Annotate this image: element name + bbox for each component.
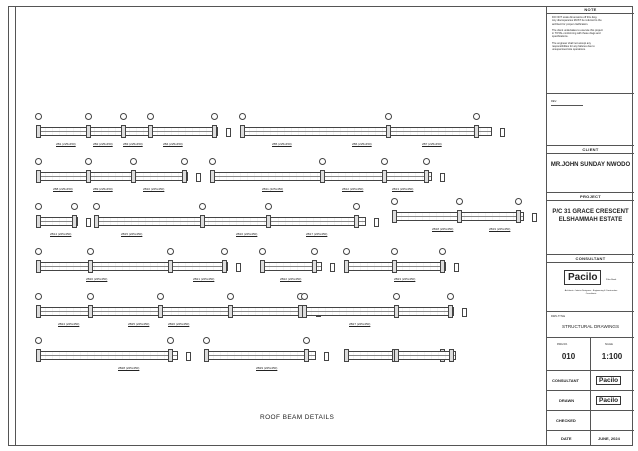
grid-bubble <box>456 198 463 205</box>
title-block <box>546 6 633 446</box>
beam-label: 2B20 (225x450) <box>86 277 108 281</box>
column-support <box>88 260 93 273</box>
column-support <box>240 125 245 138</box>
grid-bubble <box>35 158 42 165</box>
column-support <box>212 125 217 138</box>
column-support <box>210 170 215 183</box>
consultant-sign-row <box>547 371 634 391</box>
column-support <box>394 349 399 362</box>
beam-section <box>532 213 537 222</box>
beam-label: 2B22 (225x450) <box>280 277 302 281</box>
grid-bubble <box>473 113 480 120</box>
column-support <box>94 215 99 228</box>
beam-section <box>462 308 467 317</box>
column-support <box>312 260 317 273</box>
beam-section <box>86 218 91 227</box>
note-line: architect for proper clarification. <box>552 22 589 26</box>
scale-label: SCALE <box>605 343 613 346</box>
grid-bubble <box>423 158 430 165</box>
column-support <box>260 260 265 273</box>
grid-bubble <box>239 113 246 120</box>
date-row <box>547 431 634 446</box>
grid-bubble <box>391 248 398 255</box>
column-support <box>36 125 41 138</box>
column-support <box>131 170 136 183</box>
grid-bubble <box>35 113 42 120</box>
beam-label: 2B11 (225x450) <box>262 187 284 191</box>
grid-bubble <box>35 248 42 255</box>
beam-label: 2B1 (225x450) <box>56 142 76 146</box>
grid-bubble <box>93 203 100 210</box>
grid-bubble <box>265 203 272 210</box>
grid-bubble <box>85 113 92 120</box>
grid-bubble <box>381 158 388 165</box>
grid-bubble <box>301 293 308 300</box>
note-line: The engineer shall not accept any <box>552 41 591 45</box>
beam-section <box>330 263 335 272</box>
beam-label: 2B26 (225x450) <box>168 322 190 326</box>
beam-section <box>236 263 241 272</box>
grid-bubble <box>221 248 228 255</box>
drawing-area <box>15 6 546 446</box>
beam-section <box>454 263 459 272</box>
note-line: unsupervised site operations. <box>552 48 586 52</box>
note-line: The client undertakes to execute this project <box>552 28 603 32</box>
column-support <box>354 215 359 228</box>
grid-bubble <box>515 198 522 205</box>
note-text <box>547 14 634 54</box>
beam-section <box>196 173 201 182</box>
grid-bubble <box>439 248 446 255</box>
beam-elevation <box>96 217 366 226</box>
consultant-logo: Pacilo <box>564 270 601 285</box>
column-support <box>86 125 91 138</box>
beam-elevation <box>242 127 492 136</box>
client-name: MR.JOHN SUNDAY NWODO <box>550 162 631 168</box>
column-support <box>392 260 397 273</box>
grid-bubble <box>393 293 400 300</box>
column-support <box>457 210 462 223</box>
column-support <box>304 349 309 362</box>
grid-bubble <box>343 248 350 255</box>
beam-elevation <box>38 307 308 316</box>
beam-label: 2B2 (225x450) <box>93 142 113 146</box>
consultant-panel <box>547 255 634 312</box>
dwg-title-label: DWG TITLE <box>551 315 566 318</box>
column-support <box>168 349 173 362</box>
column-support <box>228 305 233 318</box>
column-support <box>302 305 307 318</box>
checked-label: CHECKED <box>556 418 576 423</box>
dwg-title-panel <box>547 312 634 338</box>
beam-label: 2B25 (225x450) <box>128 322 150 326</box>
column-support <box>392 210 397 223</box>
consultant-row-label: CONSULTANT <box>552 378 579 383</box>
column-support <box>344 349 349 362</box>
grid-bubble <box>227 293 234 300</box>
note-panel <box>547 6 634 94</box>
beam-section <box>500 128 505 137</box>
beam-label: 2B10 (225x450) <box>143 187 165 191</box>
beam-label: 2B27 (225x450) <box>349 322 371 326</box>
grid-bubble <box>209 158 216 165</box>
grid-bubble <box>167 248 174 255</box>
column-support <box>72 215 77 228</box>
note-line: responsibilities for any failures due to <box>552 45 595 49</box>
beam-label: 2B21 (225x450) <box>193 277 215 281</box>
project-panel <box>547 193 634 255</box>
column-support <box>200 215 205 228</box>
beam-label: 2B7 (225x450) <box>422 142 442 146</box>
grid-bubble <box>87 248 94 255</box>
dwg-title-value: STRUCTURAL DRAWINGS <box>561 324 620 329</box>
project-name: P/C 31 GRACE CRESCENT ELSHAMMAH ESTATE <box>552 209 629 223</box>
drawn-sign-logo: Pacilo <box>596 396 621 405</box>
beam-label: 2B14 (225x450) <box>50 232 72 236</box>
beam-label: 2B3 (225x450) <box>123 142 143 146</box>
grid-bubble <box>157 293 164 300</box>
column-support <box>36 349 41 362</box>
column-support <box>448 305 453 318</box>
beam-label: 2B29 (225x450) <box>256 366 278 370</box>
consultant-logo-tag: Pilas Book <box>605 279 617 281</box>
grid-bubble <box>35 293 42 300</box>
beam-label: 2B19 (225x450) <box>489 227 511 231</box>
grid-bubble <box>199 203 206 210</box>
column-support <box>394 305 399 318</box>
note-line: specifications. <box>552 35 569 39</box>
grid-bubble <box>120 113 127 120</box>
column-support <box>344 260 349 273</box>
column-support <box>382 170 387 183</box>
column-support <box>36 170 41 183</box>
grid-bubble <box>85 158 92 165</box>
beam-label: 2B8 (225x450) <box>53 187 73 191</box>
rev-label: REV. <box>551 100 557 103</box>
grid-bubble <box>259 248 266 255</box>
consultant-subtitle: Architects - Interior Designers - Engineering & Construction Consultants <box>564 290 618 295</box>
revision-panel <box>547 94 634 146</box>
column-support <box>88 305 93 318</box>
checked-row <box>547 411 634 431</box>
grid-bubble <box>391 198 398 205</box>
note-header: NOTE <box>547 6 634 14</box>
drawing-title: ROOF BEAM DETAILS <box>260 414 335 421</box>
column-support <box>516 210 521 223</box>
date-label: DATE <box>561 436 572 441</box>
column-support <box>449 349 454 362</box>
column-support <box>168 260 173 273</box>
column-support <box>121 125 126 138</box>
column-support <box>204 349 209 362</box>
dwg-no-label: DWG NO. <box>557 343 568 346</box>
column-support <box>36 215 41 228</box>
scale-value: 1:100 <box>601 352 623 361</box>
drawn-row <box>547 391 634 411</box>
grid-bubble <box>130 158 137 165</box>
client-header: CLIENT <box>547 146 634 154</box>
column-support <box>182 170 187 183</box>
beam-elevation <box>206 351 316 360</box>
grid-bubble <box>35 337 42 344</box>
beam-label: 2B9 (225x450) <box>93 187 113 191</box>
beam-elevation <box>304 307 454 316</box>
grid-bubble <box>319 158 326 165</box>
beam-elevation <box>38 351 178 360</box>
column-support <box>158 305 163 318</box>
column-support <box>222 260 227 273</box>
beam-label: 2B24 (225x450) <box>58 322 80 326</box>
dwg-no: 010 <box>561 352 576 361</box>
grid-bubble <box>181 158 188 165</box>
beam-section <box>186 352 191 361</box>
beam-section <box>226 128 231 137</box>
column-support <box>266 215 271 228</box>
date-value: JUNE, 2024 <box>598 436 620 441</box>
grid-bubble <box>385 113 392 120</box>
grid-bubble <box>203 337 210 344</box>
sheet-no-panel <box>547 338 634 371</box>
grid-bubble <box>303 337 310 344</box>
beam-label: 2B15 (225x450) <box>121 232 143 236</box>
grid-bubble <box>353 203 360 210</box>
beam-label: 2B6 (225x450) <box>352 142 372 146</box>
beam-elevation <box>38 127 218 136</box>
beam-label: 2B16 (225x450) <box>236 232 258 236</box>
beam-label: 2B23 (225x450) <box>394 277 416 281</box>
grid-bubble <box>447 293 454 300</box>
grid-bubble <box>211 113 218 120</box>
rev-line <box>551 105 583 106</box>
column-support <box>424 170 429 183</box>
beam-label: 2B18 (225x450) <box>432 227 454 231</box>
grid-bubble <box>35 203 42 210</box>
beam-elevation <box>396 351 456 360</box>
beam-elevation <box>38 262 228 271</box>
consultant-header: CONSULTANT <box>547 255 634 263</box>
beam-elevation <box>38 172 188 181</box>
client-panel <box>547 146 634 193</box>
beam-label: 2B4 (225x450) <box>163 142 183 146</box>
grid-bubble <box>71 203 78 210</box>
beam-label: 2B5 (225x450) <box>272 142 292 146</box>
beam-section <box>324 352 329 361</box>
consultant-sign-logo: Pacilo <box>596 376 621 385</box>
column-support <box>440 260 445 273</box>
beam-label: 2B28 (225x450) <box>118 366 140 370</box>
note-line: DO NOT scale dimensions off this dwg. <box>552 16 598 19</box>
column-support <box>36 260 41 273</box>
note-line: Any discrepancies MUST be referred to the <box>552 19 602 23</box>
grid-bubble <box>167 337 174 344</box>
beam-section <box>440 173 445 182</box>
grid-bubble <box>311 248 318 255</box>
column-support <box>36 305 41 318</box>
beam-label: 2B13 (225x450) <box>392 187 414 191</box>
beam-label: 2B12 (225x450) <box>342 187 364 191</box>
beam-label: 2B17 (225x450) <box>306 232 328 236</box>
column-support <box>474 125 479 138</box>
drawn-label: DRAWN <box>559 398 575 403</box>
note-line: in TOTAL conforming with these dwgs and <box>552 32 601 36</box>
grid-bubble <box>147 113 154 120</box>
project-header: PROJECT <box>547 193 634 201</box>
grid-bubble <box>87 293 94 300</box>
column-support <box>86 170 91 183</box>
column-support <box>148 125 153 138</box>
column-support <box>320 170 325 183</box>
beam-section <box>374 218 379 227</box>
column-support <box>386 125 391 138</box>
